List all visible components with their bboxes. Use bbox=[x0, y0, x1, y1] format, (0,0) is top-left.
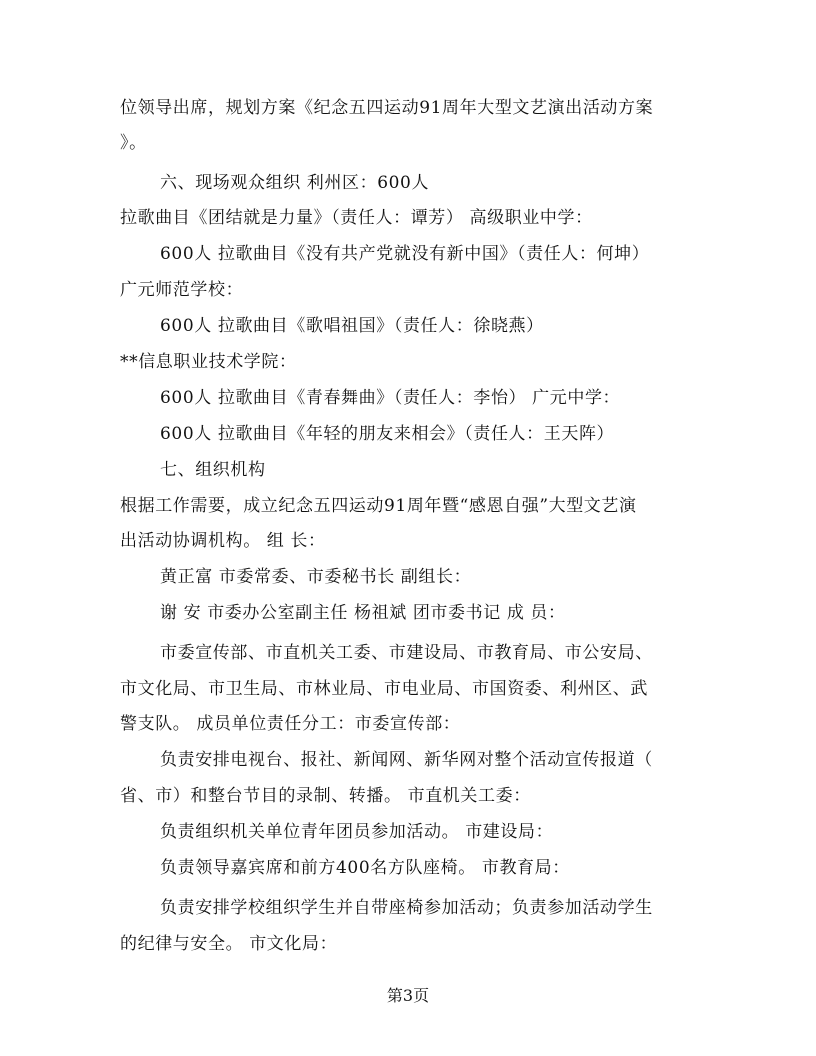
text-line-21: 负责组织机关单位青年团员参加活动。 市建设局： bbox=[160, 822, 554, 842]
text-line-6: 广元师范学校： bbox=[120, 280, 244, 300]
text-line-17: 市文化局、市卫生局、市林业局、市电业局、市国资委、利州区、武 bbox=[120, 679, 648, 699]
text-line-24: 的纪律与安全。 市文化局： bbox=[120, 934, 338, 954]
text-line-22: 负责领导嘉宾席和前方400名方队座椅。 市教育局： bbox=[160, 858, 570, 878]
text-line-16: 市委宣传部、市直机关工委、市建设局、市教育局、市公安局、 bbox=[160, 643, 653, 663]
text-line-1: 位领导出席，规划方案《纪念五四运动91周年大型文艺演出活动方案 bbox=[120, 98, 654, 118]
text-line-12: 根据工作需要，成立纪念五四运动91周年暨“感恩自强”大型文艺演 bbox=[120, 496, 637, 516]
page-number: 第3页 bbox=[386, 986, 430, 1005]
text-line-2: 》。 bbox=[120, 133, 147, 153]
text-line-23: 负责安排学校组织学生并自带座椅参加活动；负责参加活动学生 bbox=[160, 898, 653, 918]
text-line-4: 拉歌曲目《团结就是力量》（责任人：谭芳） 高级职业中学： bbox=[120, 208, 593, 228]
text-line-20: 省、市）和整台节目的录制、转播。 市直机关工委： bbox=[120, 786, 531, 806]
text-line-13: 出活动协调机构。 组 长： bbox=[120, 531, 326, 551]
text-line-5: 600人 拉歌曲目《没有共产党就没有新中国》（责任人：何坤） bbox=[160, 244, 650, 264]
text-line-14: 黄正富 市委常委、市委秘书长 副组长： bbox=[160, 567, 472, 587]
text-line-7: 600人 拉歌曲目《歌唱祖国》（责任人：徐晓燕） bbox=[160, 316, 544, 336]
text-line-15: 谢 安 市委办公室副主任 杨祖斌 团市委书记 成 员： bbox=[160, 603, 566, 623]
text-line-10: 600人 拉歌曲目《年轻的朋友来相会》（责任人：王天阵） bbox=[160, 424, 615, 444]
text-line-8: **信息职业技术学院： bbox=[120, 352, 297, 372]
section-heading-6: 六、现场观众组织 利州区：600人 bbox=[160, 173, 430, 193]
text-line-9: 600人 拉歌曲目《青春舞曲》（责任人：李怡） 广元中学： bbox=[160, 388, 621, 408]
text-line-18: 警支队。 成员单位责任分工：市委宣传部： bbox=[120, 714, 461, 734]
section-heading-7: 七、组织机构 bbox=[160, 460, 266, 480]
text-line-19: 负责安排电视台、报社、新闻网、新华网对整个活动宣传报道（ bbox=[160, 750, 653, 770]
